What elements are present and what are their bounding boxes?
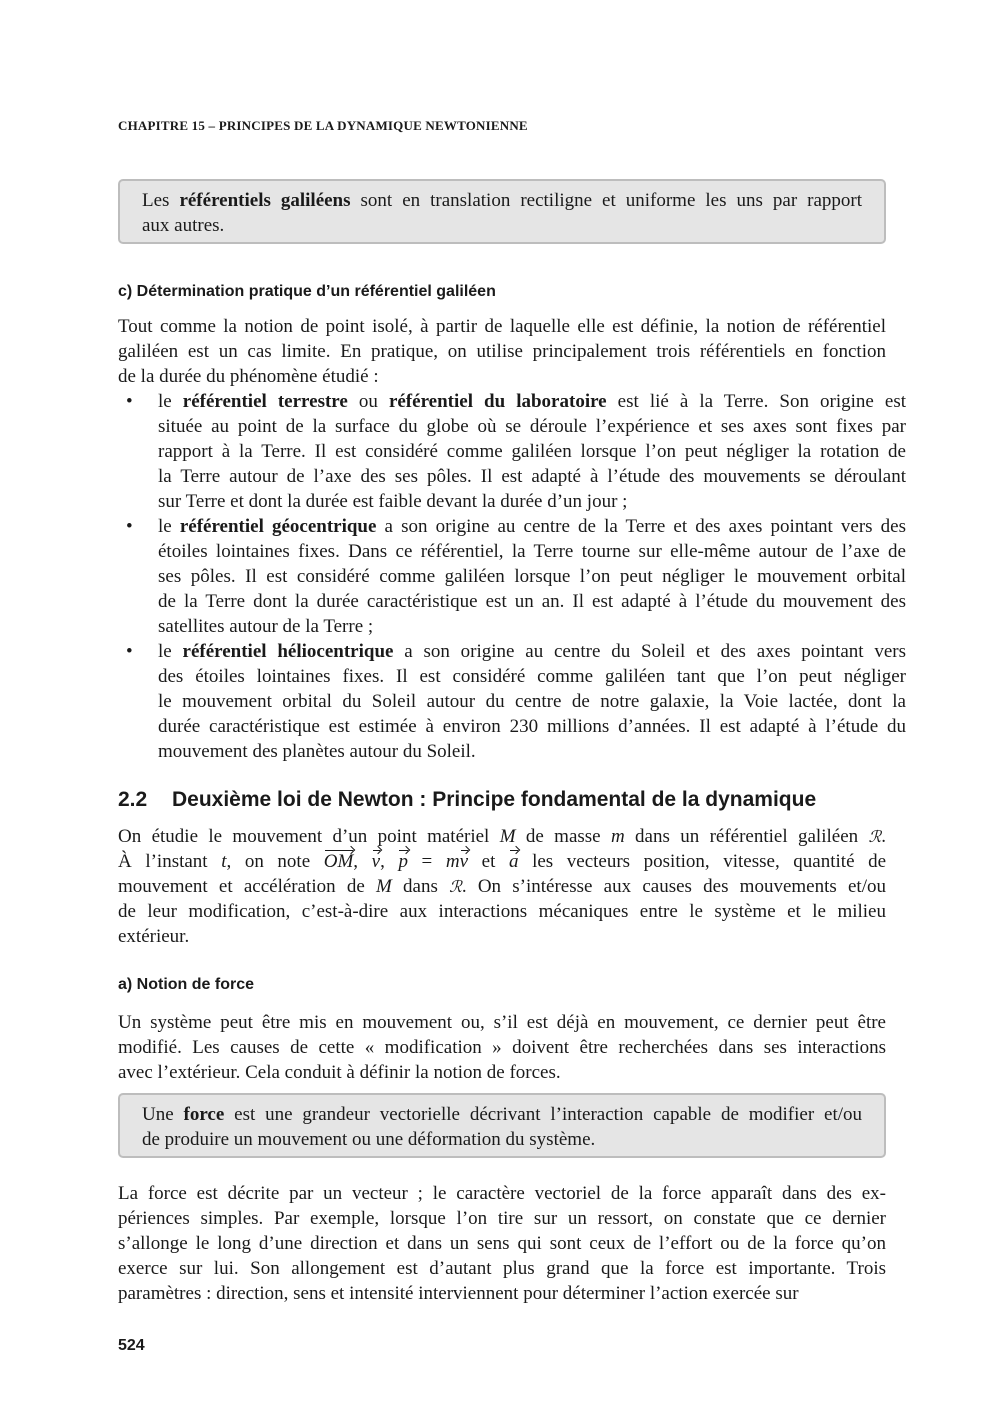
text-run: dans un référentiel galiléen bbox=[624, 826, 869, 847]
text-run: de leur modification, c’est-à-dire aux interactions mécaniques entre le système et le milieu bbox=[118, 901, 886, 922]
text-run: des étoiles lointaines fixes. Il est considéré comme galiléen tant que l’on peut négliger bbox=[158, 666, 906, 687]
text-run: mouvement des planètes autour du Soleil. bbox=[158, 741, 476, 762]
text-line bbox=[158, 739, 906, 764]
paragraph bbox=[118, 824, 886, 949]
math-variable: m bbox=[445, 851, 460, 872]
text-run: La force est décrite par un vecteur ; le caractère vectoriel de la force apparaît dans des ex- bbox=[118, 1183, 886, 1204]
text-run: de la Terre dont la durée caractéristique est un an. Il est adapté à l’étude du mouvement des bbox=[158, 591, 906, 612]
text-line bbox=[158, 464, 906, 489]
text-line bbox=[158, 514, 906, 539]
bold-term: force bbox=[183, 1104, 225, 1125]
text-run: , bbox=[353, 851, 372, 872]
text-line bbox=[158, 389, 906, 414]
bullet-item bbox=[126, 639, 907, 764]
text-run: le bbox=[158, 391, 183, 412]
text-line bbox=[158, 689, 906, 714]
text-line bbox=[158, 714, 906, 739]
header-dash: – bbox=[208, 118, 216, 133]
frame-symbol: ℛ bbox=[449, 877, 462, 896]
text-line bbox=[118, 849, 886, 874]
text-run: a son origine au centre de la Terre et des axes pointant vers des bbox=[376, 516, 906, 537]
subsection-heading bbox=[118, 975, 886, 995]
text-line bbox=[118, 1181, 886, 1206]
text-run: Un système peut être mis en mouvement ou, s’il est déjà en mouvement, ce dernier peut être bbox=[118, 1012, 886, 1033]
vector-symbol: a bbox=[508, 851, 519, 872]
text-run: est une grandeur vectorielle décrivant l’interaction capable de modifier et/ou bbox=[224, 1104, 863, 1125]
text-line bbox=[142, 1102, 862, 1127]
text-run: modifié. Les causes de cette « modification » doivent être recherchées dans ses interactions bbox=[118, 1037, 886, 1058]
text-run: de la durée du phénomène étudié : bbox=[118, 366, 379, 387]
math-variable: M bbox=[499, 826, 516, 847]
text-line bbox=[158, 614, 906, 639]
text-run: . On s’intéresse aux causes des mouvements et/ou bbox=[461, 876, 886, 897]
text-run: s’allonge le long d’une direction et dans un sens qui sont ceux de l’effort ou de la force qu’on bbox=[118, 1233, 886, 1254]
text-run: située au point de la surface du globe où se déroule l’expérience et ses axes sont fixes par bbox=[158, 416, 906, 437]
text-run: . bbox=[881, 826, 886, 847]
text-run: dans bbox=[391, 876, 450, 897]
text-run: On étudie le mouvement d’un point matériel bbox=[118, 826, 500, 847]
text-line bbox=[158, 439, 906, 464]
definition-box bbox=[118, 179, 886, 244]
math-variable: m bbox=[610, 826, 625, 847]
paragraph bbox=[118, 1181, 886, 1306]
text-line bbox=[118, 1060, 886, 1085]
vector-symbol: v bbox=[459, 851, 469, 872]
text-line bbox=[158, 664, 906, 689]
bullet-marker: • bbox=[126, 641, 133, 662]
text-run: paramètres : direction, sens et intensité interviennent pour déterminer l’action exercée sur bbox=[118, 1283, 799, 1304]
text-run: Une bbox=[142, 1104, 184, 1125]
text-run: étoiles lointaines fixes. Dans ce référentiel, la Terre tourne sur elle-même autour de l’axe de bbox=[158, 541, 906, 562]
text-run: le bbox=[158, 516, 180, 537]
text-run: Tout comme la notion de point isolé, à partir de laquelle elle est définie, la notion de référentiel bbox=[118, 316, 886, 337]
heading-text: c) Détermination pratique d’un référentiel galiléen bbox=[118, 283, 496, 300]
bullet-item bbox=[126, 389, 906, 514]
text-run: de produire un mouvement ou une déformation du système. bbox=[142, 1129, 596, 1150]
math-variable: M bbox=[376, 876, 392, 897]
text-line bbox=[118, 339, 886, 364]
text-run: = bbox=[407, 851, 446, 872]
text-line bbox=[118, 1010, 886, 1035]
text-line bbox=[118, 314, 886, 339]
text-line bbox=[158, 589, 906, 614]
text-line bbox=[142, 188, 862, 213]
text-run: , bbox=[380, 851, 399, 872]
text-line bbox=[118, 364, 886, 389]
bold-term: référentiel du laboratoire bbox=[388, 391, 607, 412]
text-line bbox=[118, 1231, 886, 1256]
text-run: de masse bbox=[515, 826, 611, 847]
vector-symbol: p bbox=[398, 851, 408, 872]
text-line bbox=[118, 1035, 886, 1060]
text-run: périences simples. Par exemple, lorsque l’on tire sur un ressort, on constate que ce dernier bbox=[118, 1208, 886, 1229]
text-run: ses pôles. Il est considéré comme galiléen lorsque l’on peut négliger le mouvement orbital bbox=[158, 566, 906, 587]
definition-box bbox=[118, 1093, 886, 1158]
text-line bbox=[118, 899, 886, 924]
text-run: extérieur. bbox=[118, 926, 190, 947]
text-run: , on note bbox=[226, 851, 324, 872]
text-run: sont en translation rectiligne et uniforme les uns par rapport bbox=[350, 190, 862, 211]
text-run: ou bbox=[347, 391, 389, 412]
text-run: le bbox=[158, 641, 183, 662]
text-run: durée caractéristique est estimée à environ 230 millions d’années. Il est adapté à l’étude du bbox=[158, 716, 906, 737]
bullet-item bbox=[126, 514, 906, 639]
text-line bbox=[142, 1127, 862, 1152]
bullet-marker: • bbox=[126, 516, 133, 537]
text-line bbox=[142, 213, 862, 238]
bold-term: référentiels galiléens bbox=[179, 190, 351, 211]
text-run: mouvement et accélération de bbox=[118, 876, 376, 897]
text-line bbox=[118, 1281, 886, 1306]
text-line bbox=[158, 489, 906, 514]
text-run: sur Terre et dont la durée est faible devant la durée d’un jour ; bbox=[158, 491, 628, 512]
text-line bbox=[158, 414, 906, 439]
bold-term: référentiel héliocentrique bbox=[182, 641, 394, 662]
running-header bbox=[118, 118, 886, 134]
paragraph bbox=[118, 314, 886, 389]
text-run: le mouvement orbital du Soleil autour du centre de notre galaxie, la Voie lactée, dont la bbox=[158, 691, 906, 712]
text-line bbox=[118, 874, 886, 899]
text-run: rapport à la Terre. Il est considéré comme galiléen lorsque l’on peut négliger la rotation de bbox=[158, 441, 906, 462]
frame-symbol: ℛ bbox=[868, 827, 882, 846]
paragraph bbox=[118, 1010, 886, 1085]
text-run: est lié à la Terre. Son origine est bbox=[606, 391, 906, 412]
text-line bbox=[118, 1256, 886, 1281]
text-run: Les bbox=[142, 190, 180, 211]
section-heading bbox=[118, 787, 886, 813]
math-variable: t bbox=[221, 851, 227, 872]
text-run: galiléen est un cas limite. En pratique, on utilise principalement trois référentiels en fonction bbox=[118, 341, 886, 362]
text-run: aux autres. bbox=[142, 215, 225, 236]
section-number: 2.2 bbox=[118, 788, 148, 811]
text-run: les vecteurs position, vitesse, quantité de bbox=[518, 851, 887, 872]
text-run: satellites autour de la Terre ; bbox=[158, 616, 374, 637]
text-run: avec l’extérieur. Cela conduit à définir la notion de forces. bbox=[118, 1062, 561, 1083]
text-line bbox=[118, 824, 886, 849]
text-run: À l’instant bbox=[118, 851, 222, 872]
vector-symbol: OM bbox=[323, 851, 354, 872]
chapter-title: PRINCIPES DE LA DYNAMIQUE NEWTONIENNE bbox=[218, 118, 528, 133]
bullet-marker: • bbox=[126, 391, 133, 412]
page-number: 524 bbox=[118, 1337, 145, 1354]
text-line bbox=[158, 564, 906, 589]
vector-symbol: v bbox=[371, 851, 381, 872]
text-line bbox=[118, 924, 886, 949]
heading-text: a) Notion de force bbox=[118, 976, 255, 993]
bold-term: référentiel géocentrique bbox=[179, 516, 377, 537]
subsection-heading bbox=[118, 282, 886, 302]
chapter-label: CHAPITRE 15 bbox=[118, 118, 206, 133]
text-run: la Terre autour de l’axe des ses pôles. Il est adapté à l’étude des mouvements se déroulant bbox=[158, 466, 906, 487]
text-line bbox=[158, 539, 906, 564]
text-run: exerce sur lui. Son allongement est d’autant plus grand que la force est importante. Trois bbox=[118, 1258, 886, 1279]
heading-text: Deuxième loi de Newton : Principe fondamental de la dynamique bbox=[172, 788, 817, 811]
text-run: a son origine au centre du Soleil et des axes pointant vers bbox=[393, 641, 907, 662]
bold-term: référentiel terrestre bbox=[182, 391, 348, 412]
text-run: et bbox=[468, 851, 509, 872]
text-line bbox=[118, 1206, 886, 1231]
text-line bbox=[158, 639, 906, 664]
